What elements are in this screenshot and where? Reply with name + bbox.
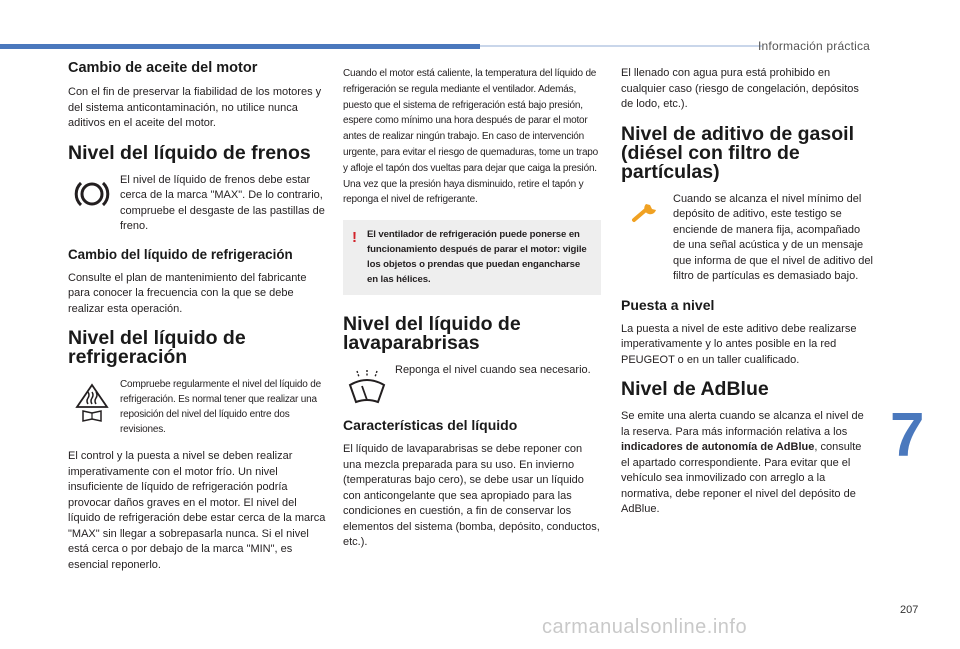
- pure-water-text: El llenado con agua pura está prohibido en cualquier caso (riesgo de congelación, depósitos de lodo, etc.).: [621, 67, 859, 110]
- page-number: 207: [900, 604, 919, 616]
- header-rule: [480, 45, 762, 47]
- watermark: carmanualsonline.info: [542, 616, 748, 638]
- fluid-characteristics-heading: Características del líquido: [343, 417, 518, 434]
- adblue-text-part-1: Se emite una alerta cuando se alcanza el nivel de la reserva. Para más información relativa a los: [621, 410, 864, 438]
- column-2: [343, 60, 601, 563]
- coolant-level-note-text: Compruebe regularmente el nivel del líquido de refrigeración. Es normal tener que realizar una reposición del nivel del líquido entre dos revisiones.: [120, 379, 321, 435]
- brake-warning-icon: [68, 173, 116, 209]
- adblue-autonomy-link-text: indicadores de autonomía de AdBlue: [621, 441, 815, 453]
- section-title: Información práctica: [758, 39, 871, 53]
- windscreen-washer-icon: [343, 363, 391, 405]
- oil-change-text: Con el fin de preservar la fiabilidad de los motores y del sistema anticontaminación, no utilice nunca aditivos en el aceite del motor.: [68, 86, 322, 129]
- adblue-text-part-2: , consulte el apartado correspondiente. Para evitar que el vehículo sea inmovilizado con arreglo a la normativa, debe reponer el nivel del depósito de AdBlue.: [621, 441, 862, 515]
- fan-warning-box: [343, 220, 601, 295]
- coolant-change-heading: Cambio del líquido de refrigeración: [68, 246, 293, 262]
- brake-fluid-text: El nivel de líquido de frenos debe estar cerca de la marca "MAX". De lo contrario, compruebe el desgaste de las pastillas de freno.: [120, 173, 325, 232]
- hot-coolant-manual-icon: [68, 377, 116, 423]
- diesel-additive-heading: Nivel de aditivo de gasoil (diésel con filtro de partículas): [621, 122, 854, 183]
- brake-fluid-heading: Nivel del líquido de frenos: [68, 141, 311, 164]
- coolant-level-text: El control y la puesta a nivel se deben realizar imperativamente con el motor frío. Un nivel insuficiente de líquido de refrigeración podría provocar daños graves en el motor. El nivel del líquido de refrigeración debe estar cerca de la marca "MAX" sin llegar a sobrepasarla nunca. Si el nivel está cerca o por debajo de la marca "MIN", es esencial reponerlo.: [68, 450, 326, 571]
- washer-fluid-text: Reponga el nivel cuando sea necesario.: [395, 364, 591, 377]
- coolant-change-text: Consulte el plan de mantenimiento del fabricante para conocer la frecuencia con la que se debe realizar esta operación.: [68, 271, 307, 315]
- brake-fluid-note: [68, 173, 326, 235]
- warning-exclamation-icon: !: [352, 229, 357, 247]
- diesel-additive-text: Cuando se alcanza el nivel mínimo del depósito de aditivo, este testigo se enciende de manera fija, acompañado de una señal acústica y de un mensaje que informa de que el nivel de aditivo del filtro de partículas es demasiado bajo.: [673, 192, 873, 282]
- fan-warning-text: El ventilador de refrigeración puede ponerse en funcionamiento después de parar el motor: vigile los objetos o prendas que puedan engancharse en las hélices.: [367, 229, 587, 286]
- adblue-heading: Nivel de AdBlue: [621, 378, 769, 400]
- top-up-heading: Puesta a nivel: [621, 296, 715, 313]
- column-1: [68, 60, 326, 585]
- top-up-text: La puesta a nivel de este aditivo debe realizarse imperativamente y lo antes posible en la red PEUGEOT o en un taller cualificado.: [621, 322, 857, 366]
- diesel-additive-note: [621, 192, 873, 285]
- coolant-level-heading: Nivel del líquido de refrigeración: [68, 327, 246, 368]
- adblue-text: [621, 409, 873, 518]
- oil-change-heading: Cambio de aceite del motor: [68, 60, 258, 76]
- hot-engine-text: Cuando el motor está caliente, la temperatura del líquido de refrigeración se regula mediante el ventilador. Además, puesto que el sistema de refrigeración está bajo presión, espere como mínimo una hora después de parar el motor antes de realizar ningún trabajo. En caso de intervención urgente, para evitar el riesgo de quemaduras, tome un trapo y afloje el tapón dos vueltas para dejar que caiga la presión. Una vez que la presión haya disminuido, retire el tapón y reponga el nivel de refrigerante.: [343, 68, 599, 206]
- service-wrench-icon: [621, 192, 669, 224]
- coolant-level-note: [68, 377, 326, 437]
- column-3: [621, 60, 873, 530]
- washer-fluid-heading: Nivel del líquido de lavaparabrisas: [343, 313, 521, 355]
- washer-fluid-note: [343, 363, 601, 405]
- fluid-characteristics-text: El líquido de lavaparabrisas se debe reponer con una mezcla preparada para su uso. En invierno (temperaturas bajo cero), se debe usar un líquido con anticongelante que sea apropiado para las condiciones en cuestión, a fin de conservar los elementos del sistema (bomba, depósito, conductos, etc.).: [343, 443, 600, 549]
- header-accent-bar: [0, 44, 480, 49]
- chapter-number: 7: [890, 401, 925, 470]
